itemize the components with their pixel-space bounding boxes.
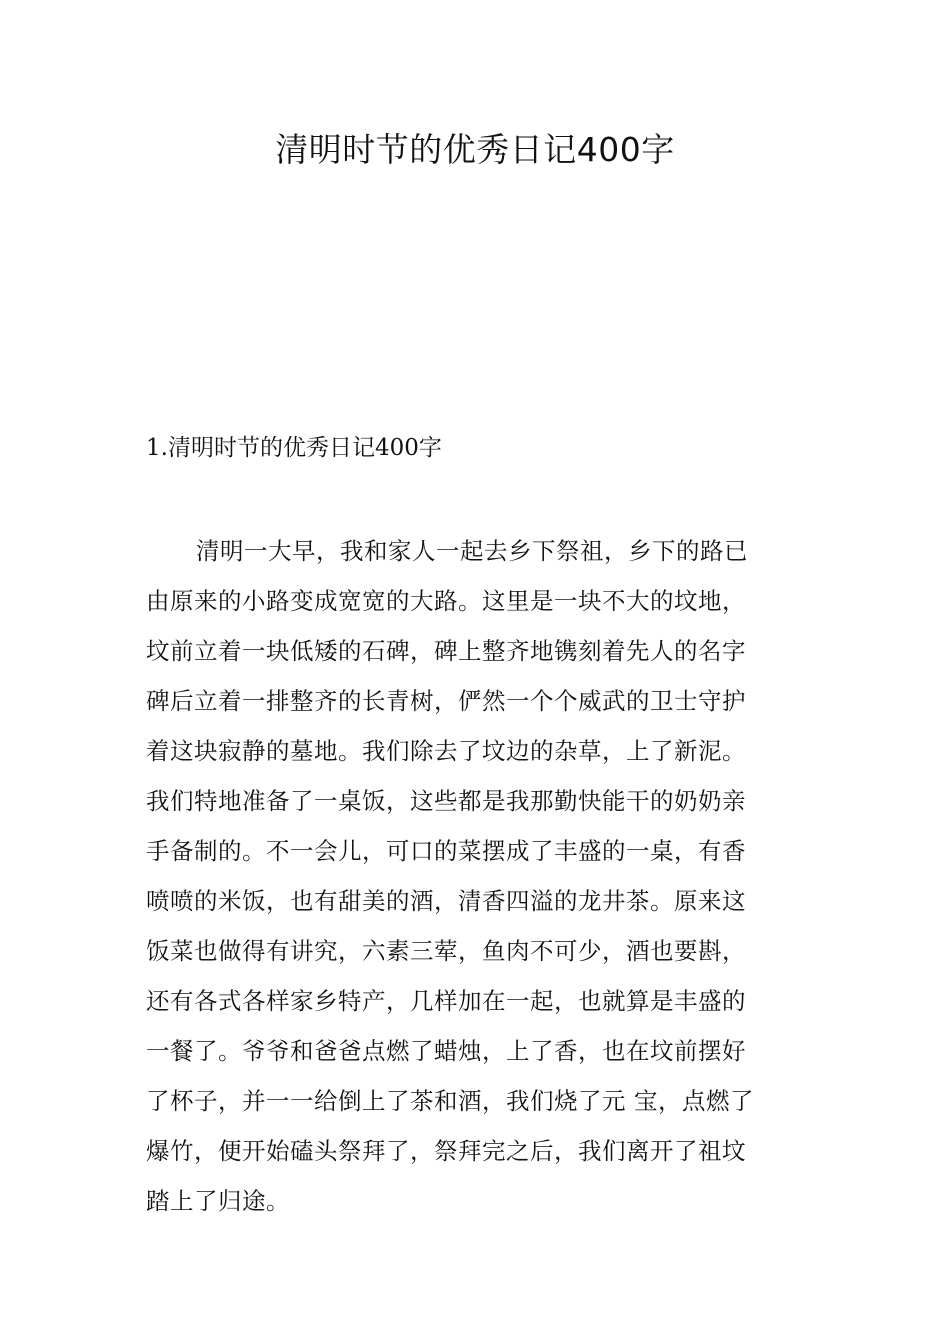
body-line: 我们特地准备了一桌饭，这些都是我那勤快能干的奶奶亲 — [146, 787, 746, 815]
body-line: 清明一大早，我和家人一起去乡下祭祖，乡下的路已 — [196, 537, 748, 565]
body-line: 由原来的小路变成宽宽的大路。这里是一块不大的坟地， — [146, 587, 746, 615]
document-title: 清明时节的优秀日记400字 — [275, 130, 675, 169]
body-line: 饭菜也做得有讲究，六素三荤，鱼肉不可少，酒也要斟， — [146, 937, 746, 965]
body-line: 一餐了。爷爷和爸爸点燃了蜡烛，上了香，也在坟前摆好 — [146, 1037, 746, 1065]
section-heading: 1.清明时节的优秀日记400字 — [146, 435, 442, 461]
body-line: 踏上了归途。 — [146, 1187, 290, 1215]
body-line: 着这块寂静的墓地。我们除去了坟边的杂草，上了新泥。 — [146, 737, 746, 765]
body-line: 手备制的。不一会儿，可口的菜摆成了丰盛的一桌，有香 — [146, 837, 746, 865]
body-line: 碑后立着一排整齐的长青树，俨然一个个威武的卫士守护 — [146, 687, 746, 715]
body-line: 喷喷的米饭，也有甜美的酒，清香四溢的龙井茶。原来这 — [146, 887, 746, 915]
body-line: 爆竹，便开始磕头祭拜了，祭拜完之后，我们离开了祖坟 — [146, 1137, 746, 1165]
body-line: 坟前立着一块低矮的石碑，碑上整齐地镌刻着先人的名字 — [146, 637, 746, 665]
body-line: 了杯子，并一一给倒上了茶和酒，我们烧了元 宝，点燃了 — [146, 1087, 754, 1115]
body-paragraph — [146, 526, 806, 1226]
body-line: 还有各式各样家乡特产，几样加在一起，也就算是丰盛的 — [146, 987, 746, 1015]
